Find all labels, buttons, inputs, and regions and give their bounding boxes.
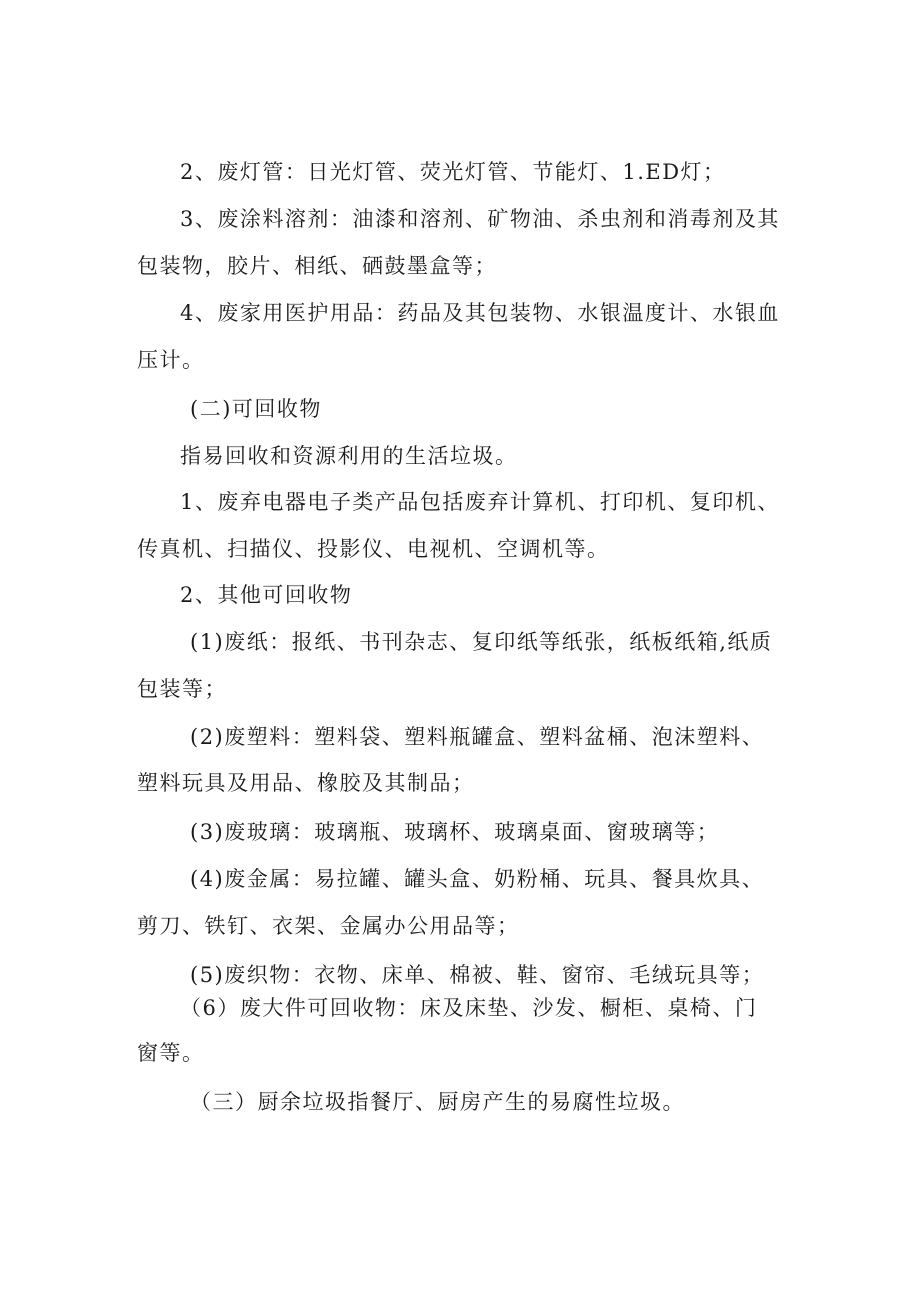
section-heading: (二)可回收物 — [190, 397, 322, 421]
text-line: （6）废大件可回收物：床及床垫、沙发、橱柜、桌椅、门 — [180, 996, 758, 1020]
text-line: 1、废弃电器电子类产品包括废弃计算机、打印机、复印机、 — [180, 490, 780, 514]
text-line: 塑料玩具及用品、橡胶及其制品； — [137, 771, 475, 795]
text-line: 包装物，胶片、相纸、硒鼓墨盒等； — [137, 254, 497, 278]
text-line: 4、废家用医护用品：药品及其包装物、水银温度计、水银血 — [180, 301, 780, 325]
text-line: (5)废织物：衣物、床单、棉被、鞋、窗帘、毛绒玩具等； — [190, 963, 765, 987]
text-line: (1)废纸：报纸、书刊杂志、复印纸等纸张，纸板纸箱,纸质 — [190, 630, 773, 654]
text-line: 2、废灯管：日光灯管、荧光灯管、节能灯、1.ED灯； — [180, 160, 726, 184]
text-line: 3、废涂料溶剂：油漆和溶剂、矿物油、杀虫剂和消毒剂及其 — [180, 207, 780, 231]
text-line: 指易回收和资源利用的生活垃圾。 — [180, 444, 518, 468]
section-heading: （三）厨余垃圾指餐厅、厨房产生的易腐性垃圾。 — [190, 1090, 685, 1114]
text-line: (4)废金属：易拉罐、罐头盒、奶粉桶、玩具、餐具炊具、 — [190, 867, 765, 891]
text-line: 包装等； — [137, 677, 227, 701]
text-line: 2、其他可回收物 — [180, 583, 353, 607]
text-line: 传真机、扫描仪、投影仪、电视机、空调机等。 — [137, 537, 610, 561]
text-line: 压计。 — [137, 348, 205, 372]
text-line: 剪刀、铁钉、衣架、金属办公用品等； — [137, 914, 520, 938]
text-line: (3)废玻璃：玻璃瓶、玻璃杯、玻璃桌面、窗玻璃等； — [190, 820, 720, 844]
text-line: (2)废塑料：塑料袋、塑料瓶罐盒、塑料盆桶、泡沫塑料、 — [190, 725, 765, 749]
text-line: 窗等。 — [137, 1041, 205, 1065]
